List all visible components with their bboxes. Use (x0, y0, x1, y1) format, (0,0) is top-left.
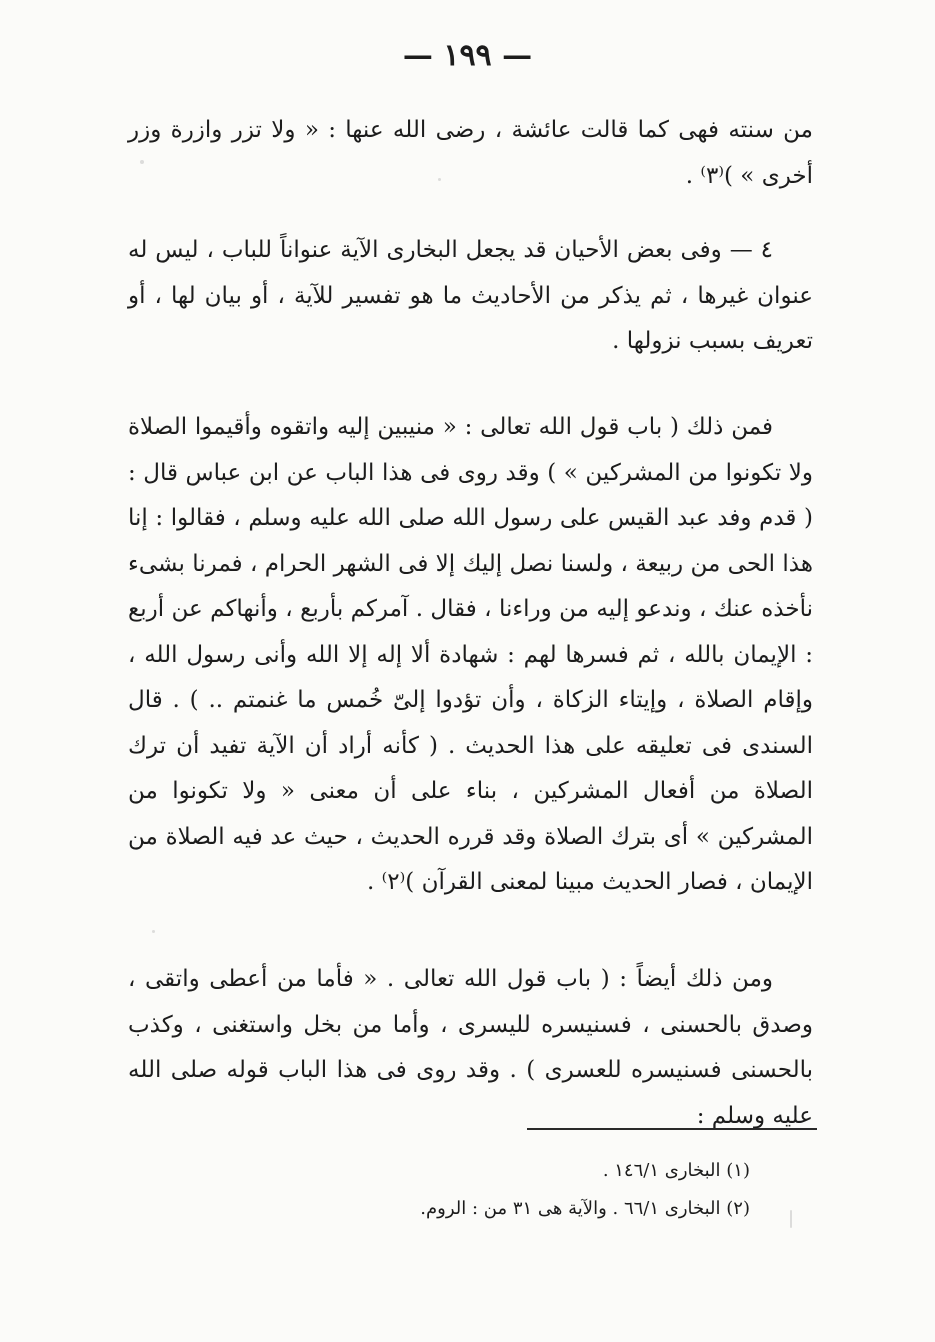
paper-speck (790, 1210, 792, 1228)
paragraph-2-block (128, 228, 813, 365)
paper-speck (438, 178, 441, 181)
page-number: — ١٩٩ — (402, 38, 533, 73)
footnote-2: (٢) البخارى ٦٦/١ . والآية هى ٣١ من : الروم. (420, 1198, 750, 1219)
footnotes (300, 1152, 750, 1228)
paragraph-1-block (128, 108, 813, 199)
paper-speck (140, 160, 144, 164)
paragraph-3-block (128, 405, 813, 906)
footnote-1: (١) البخارى ١٤٦/١ . (602, 1160, 750, 1181)
paragraph-1: من سنته فهى كما قالت عائشة ، رضى الله عنها : « ولا تزر وازرة وزر أخرى » )⁽٣⁾ . (128, 117, 813, 189)
paragraph-2: ٤ — وفى بعض الأحيان قد يجعل البخارى الآية عنواناً للباب ، ليس له عنوان غيرها ، ثم يذكر من الأحاديث ما هو تفسير للآية ، أو بيان لها ، أو تعريف بسبب نزولها . (128, 237, 813, 354)
paper-speck (152, 930, 155, 933)
paragraph-4: ومن ذلك أيضاً : ( باب قول الله تعالى . « فأما من أعطى واتقى ، وصدق بالحسنى ، فسنيسره لليسرى ، وأما من بخل واستغنى ، وكذب بالحسنى فسنيسره للعسرى ) . وقد روى فى هذا الباب قوله صلى الله عليه وسلم : (128, 966, 813, 1129)
paragraph-3: فمن ذلك ( باب قول الله تعالى : « منيبين إليه واتقوه وأقيموا الصلاة ولا تكونوا من المشركين » ) وقد روى فى هذا الباب عن ابن عباس قال : ( قدم وفد عبد القيس على رسول الله صلى الله عليه وسلم ، فقالوا : إنا هذا الحى من ربيعة ، ولسنا نصل إليك إلا فى الشهر الحرام ، فمرنا بشىء نأخذه عنك ، وندعو إليه من وراءنا ، فقال . آمركم بأربع ، وأنهاكم عن أربع : الإيمان بالله ، ثم فسرها لهم : شهادة ألا إله إلا الله وأنى رسول الله ، وإقام الصلاة ، وإيتاء الزكاة ، وأن تؤدوا إلىّ خُمس ما غنمتم .. ) . قال السندى فى تعليقه على هذا الحديث . ( كأنه أراد أن الآية تفيد أن ترك الصلاة من أفعال المشركين ، بناء على أن معنى « ولا تكونوا من المشركين » أى بترك الصلاة وقد قرره الحديث ، حيث عد فيه الصلاة من الإيمان ، فصار الحديث مبينا لمعنى القرآن )⁽٢⁾ . (128, 414, 813, 895)
paragraph-4-block (128, 957, 813, 1139)
footnote-divider (527, 1128, 817, 1130)
